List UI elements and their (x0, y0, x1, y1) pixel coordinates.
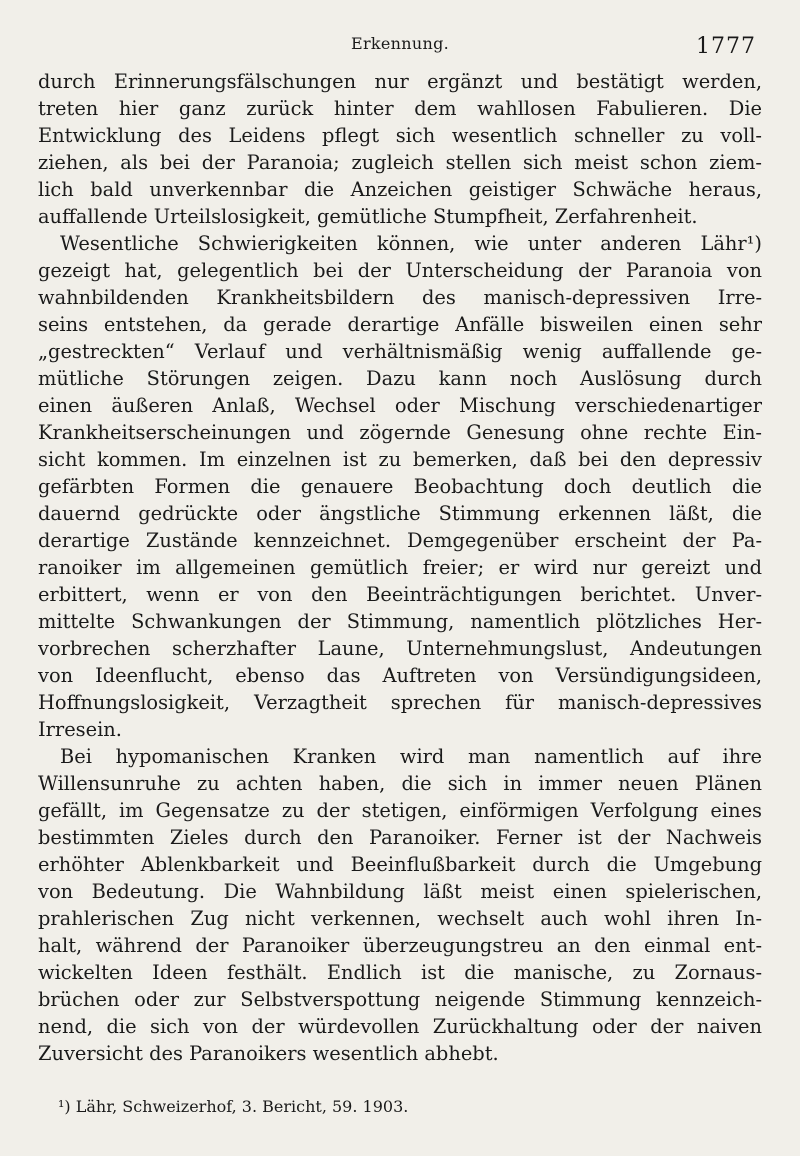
text-line: lich bald unverkennbar die Anzeichen geistiger Schwäche heraus, (38, 178, 762, 201)
text-line: sicht kommen. Im einzelnen ist zu bemerken, daß bei den depressiv (38, 448, 762, 471)
text-line: Krankheitserscheinungen und zögernde Genesung ohne rechte Ein- (38, 421, 762, 444)
text-line: ziehen, als bei der Paranoia; zugleich stellen sich meist schon ziem- (38, 151, 762, 174)
text-line: von Ideenflucht, ebenso das Auftreten von Versündigungsideen, (38, 664, 762, 687)
text-line: Irresein. (38, 718, 122, 741)
text-line: Entwicklung des Leidens pflegt sich wesentlich schneller zu voll- (38, 124, 762, 147)
text-line: gezeigt hat, gelegentlich bei der Unterscheidung der Paranoia von (38, 259, 762, 282)
text-line: seins entstehen, da gerade derartige Anfälle bisweilen einen sehr (38, 313, 762, 336)
text-line: nend, die sich von der würdevollen Zurückhaltung oder der naiven (38, 1015, 762, 1038)
text-line: halt, während der Paranoiker überzeugungstreu an den einmal ent- (38, 934, 762, 957)
text-line: wickelten Ideen festhält. Endlich ist die manische, zu Zornaus- (38, 961, 762, 984)
text-line: „gestreckten“ Verlauf und verhältnismäßig wenig auffallende ge- (38, 340, 762, 363)
text-line: gefärbten Formen die genauere Beobachtung doch deutlich die (38, 475, 762, 498)
text-line: Bei hypomanischen Kranken wird man namentlich auf ihre (60, 745, 762, 768)
text-line: mittelte Schwankungen der Stimmung, namentlich plötzliches Her- (38, 610, 762, 633)
text-line: vorbrechen scherzhafter Laune, Unternehmungslust, Andeutungen (38, 637, 762, 660)
text-line: ranoiker im allgemeinen gemütlich freier; er wird nur gereizt und (38, 556, 762, 579)
body-text (38, 68, 762, 1067)
text-line: durch Erinnerungsfälschungen nur ergänzt und bestätigt werden, (38, 70, 762, 93)
text-line: erhöhter Ablenkbarkeit und Beeinflußbarkeit durch die Umgebung (38, 853, 762, 876)
text-line: derartige Zustände kennzeichnet. Demgegenüber erscheint der Pa- (38, 529, 762, 552)
text-line: Zuversicht des Paranoikers wesentlich abhebt. (38, 1042, 499, 1065)
running-head-title: Erkennung. (350, 34, 450, 53)
text-line: bestimmten Zieles durch den Paranoiker. Ferner ist der Nachweis (38, 826, 762, 849)
text-line: Wesentliche Schwierigkeiten können, wie unter anderen Lähr¹) (60, 232, 762, 255)
text-line: prahlerischen Zug nicht verkennen, wechselt auch wohl ihren In- (38, 907, 762, 930)
text-line: von Bedeutung. Die Wahnbildung läßt meist einen spielerischen, (38, 880, 762, 903)
footnote: ¹) Lähr, Schweizerhof, 3. Bericht, 59. 1903. (58, 1097, 409, 1116)
running-head (0, 28, 800, 58)
text-line: mütliche Störungen zeigen. Dazu kann noch Auslösung durch (38, 367, 762, 390)
text-line: gefällt, im Gegensatze zu der stetigen, einförmigen Verfolgung eines (38, 799, 762, 822)
text-line: Hoffnungslosigkeit, Verzagtheit sprechen für manisch-depressives (38, 691, 762, 714)
text-line: brüchen oder zur Selbstverspottung neigende Stimmung kennzeich- (38, 988, 762, 1011)
text-line: einen äußeren Anlaß, Wechsel oder Mischung verschiedenartiger (38, 394, 762, 417)
text-line: Willensunruhe zu achten haben, die sich in immer neuen Plänen (38, 772, 762, 795)
text-line: dauernd gedrückte oder ängstliche Stimmung erkennen läßt, die (38, 502, 762, 525)
page-number: 1777 (696, 34, 756, 59)
text-line: auffallende Urteilslosigkeit, gemütliche Stumpfheit, Zerfahrenheit. (38, 205, 698, 228)
text-line: erbittert, wenn er von den Beeinträchtigungen berichtet. Unver- (38, 583, 762, 606)
text-line: wahnbildenden Krankheitsbildern des manisch-depressiven Irre- (38, 286, 762, 309)
text-line: treten hier ganz zurück hinter dem wahllosen Fabulieren. Die (38, 97, 762, 120)
